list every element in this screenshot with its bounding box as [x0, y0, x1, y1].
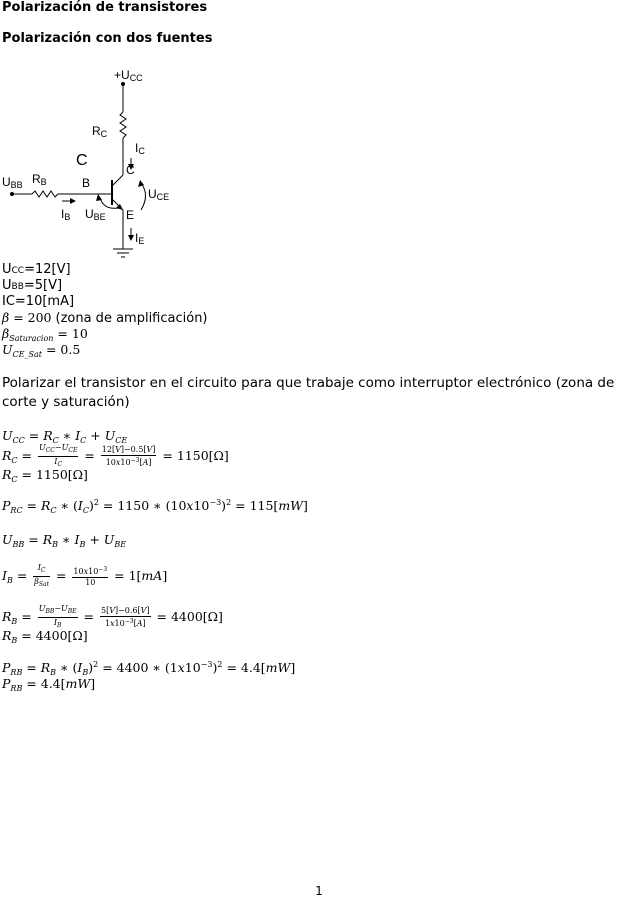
equation-prc: $P_{RC} = R_C$ ∗ $(I_C)^2 = 1150$ ∗ $(10x10^{-3})^2 = 115[mW]$	[2, 498, 308, 515]
rb-resistor	[32, 191, 58, 197]
ie-label: I	[135, 231, 139, 245]
given-ubb: UBB=5[V]	[2, 278, 63, 293]
ucc-label: +U	[114, 68, 130, 82]
page-number: 1	[315, 884, 323, 898]
base-terminal-label: B	[82, 176, 91, 190]
equation-rb-formula: $R_B$ = $\frac{U_{BB}-U_{BE}}{I_B}$ = $\frac{5[V]-0.6[V]}{1x10^{-3}[A]}$ = 4400[Ω]	[2, 604, 223, 629]
ucc-label-sub: CC	[129, 73, 143, 83]
equation-ubb: $U_{BB} = R_B$ ∗ $I_B + U_{BE}$	[2, 532, 127, 549]
ic-label-sub: C	[138, 146, 145, 156]
page-title: Polarización de transistores	[2, 0, 208, 15]
collector-terminal-label: C	[126, 163, 135, 177]
ubb-label: U	[2, 175, 11, 189]
problem-statement: Polarizar el transistor en el circuito para que trabaje como interruptor electrónico (zona de corte y saturación)	[2, 375, 615, 410]
svg-text:UCE	[148, 187, 169, 202]
svg-text:UBB	[2, 175, 23, 190]
equation-ucc: $U_{CC} = R_C$ ∗ $I_C + U_{CE}$	[2, 428, 128, 445]
collector-marker: C	[76, 152, 88, 169]
rc-label: R	[92, 124, 101, 138]
rb-label-sub: B	[40, 177, 47, 187]
ib-label-sub: B	[64, 212, 71, 222]
rc-resistor	[120, 112, 126, 138]
given-beta-sat: $\beta_{Saturacion} = 10$	[2, 326, 88, 343]
ube-label-sub: BE	[93, 212, 106, 222]
svg-text:UBE	[85, 207, 106, 222]
ib-label: I	[61, 207, 65, 221]
equation-rc-formula: $R_C$ = $\frac{U_{CC}-U_{CE}}{I_C}$ = $\frac{12[V]-0.5[V]}{10x10^{-3}[A]}$ = 1150[Ω]	[2, 443, 229, 468]
emitter-terminal-label: E	[126, 208, 135, 222]
uce-label-sub: CE	[156, 192, 170, 202]
emitter-arrow	[116, 204, 123, 210]
svg-text:IE	[135, 231, 144, 246]
ube-label: U	[85, 207, 94, 221]
section-heading: Polarización con dos fuentes	[2, 31, 213, 46]
equation-rb-result: $R_B = 4400[\Omega]$	[2, 628, 88, 645]
uce-label: U	[148, 187, 157, 201]
equation-prb-result: $P_{RB} = 4.4[mW]$	[2, 676, 96, 693]
given-uce-sat: $U_{CE\_Sat} = 0.5$	[2, 342, 81, 359]
equation-ib: $I_B$ = $\frac{I_C}{\beta_{Sat}}$ = $\frac{10x10^{-3}}{10}$ = 1[mA]	[2, 563, 168, 588]
given-beta: β = 200 (zona de amplificación)	[2, 310, 208, 326]
rb-label: R	[32, 172, 41, 186]
circuit-diagram	[0, 60, 240, 265]
svg-text:RC	[92, 124, 108, 139]
rc-label-sub: C	[100, 129, 108, 139]
ubb-label-sub: BB	[10, 180, 23, 190]
given-ucc: UCC=12[V]	[2, 262, 71, 277]
svg-text:RB	[32, 172, 47, 187]
ie-label-sub: E	[138, 236, 145, 246]
svg-text:+UCC	[114, 68, 143, 83]
given-ic: IC=10[mA]	[2, 294, 75, 309]
ic-label: I	[135, 141, 139, 155]
svg-text:IC	[135, 141, 145, 156]
uce-arrow	[141, 183, 146, 210]
equation-rc-result: $R_C = 1150[\Omega]$	[2, 467, 88, 484]
equation-prb: $P_{RB} = R_B$ ∗ $(I_B)^2 = 4400$ ∗ $(1x10^{-3})^2 = 4.4[mW]$	[2, 660, 296, 677]
svg-text:IB	[61, 207, 70, 222]
ube-arrow	[100, 198, 118, 208]
